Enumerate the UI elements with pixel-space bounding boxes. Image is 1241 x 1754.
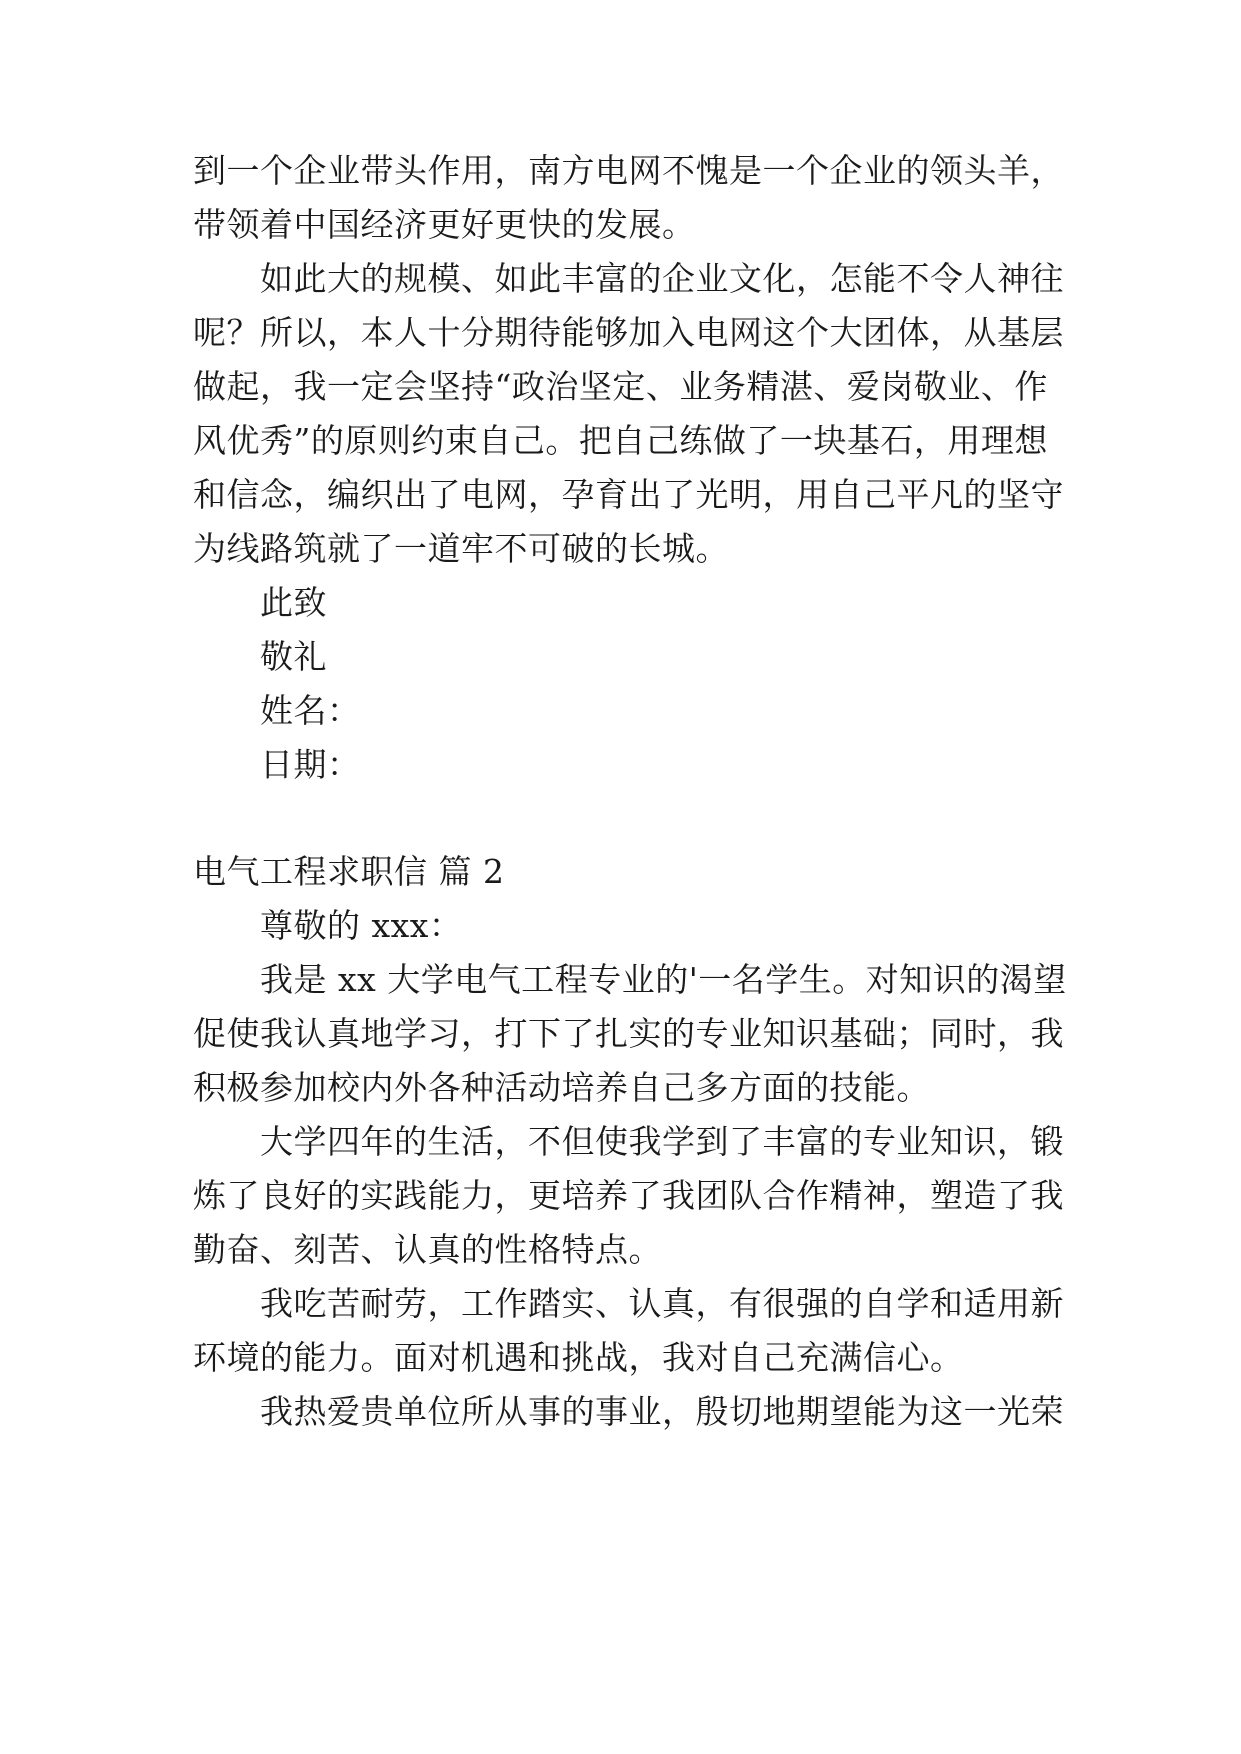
text-line: 我是 xx 大学电气工程专业的'一名学生。对知识的渴望 bbox=[260, 960, 1067, 999]
text-line: 和信念，编织出了电网，孕育出了光明，用自己平凡的坚守 bbox=[193, 475, 1064, 514]
text-line: 到一个企业带头作用，南方电网不愧是一个企业的领头羊， bbox=[193, 151, 1064, 190]
text-line: 我热爱贵单位所从事的事业，殷切地期望能为这一光荣 bbox=[260, 1392, 1064, 1431]
text-line: 促使我认真地学习，打下了扎实的专业知识基础；同时，我 bbox=[193, 1014, 1064, 1053]
section-heading: 电气工程求职信 篇 2 bbox=[193, 852, 505, 891]
text-line: 风优秀”的原则约束自己。把自己练做了一块基石，用理想 bbox=[193, 421, 1048, 460]
text-line: 炼了良好的实践能力，更培养了我团队合作精神，塑造了我 bbox=[193, 1176, 1064, 1215]
text-line: 大学四年的生活，不但使我学到了丰富的专业知识，锻 bbox=[260, 1122, 1064, 1161]
text-line: 为线路筑就了一道牢不可破的长城。 bbox=[193, 529, 729, 568]
text-line: 环境的能力。面对机遇和挑战，我对自己充满信心。 bbox=[193, 1338, 964, 1377]
text-line: 勤奋、刻苦、认真的性格特点。 bbox=[193, 1230, 662, 1269]
date-label: 日期： bbox=[260, 745, 361, 784]
name-label: 姓名： bbox=[260, 691, 361, 730]
closing-salutation: 此致 bbox=[260, 583, 327, 622]
text-line: 我吃苦耐劳，工作踏实、认真，有很强的自学和适用新 bbox=[260, 1284, 1064, 1323]
text-line: 呢？所以，本人十分期待能够加入电网这个大团体，从基层 bbox=[193, 313, 1064, 352]
closing-regards: 敬礼 bbox=[260, 637, 327, 676]
text-line: 如此大的规模、如此丰富的企业文化，怎能不令人神往 bbox=[260, 259, 1064, 298]
text-line: 带领着中国经济更好更快的发展。 bbox=[193, 205, 696, 244]
salutation: 尊敬的 xxx： bbox=[260, 906, 463, 945]
text-line: 做起，我一定会坚持“政治坚定、业务精湛、爱岗敬业、作 bbox=[193, 367, 1048, 406]
text-line: 积极参加校内外各种活动培养自己多方面的技能。 bbox=[193, 1068, 930, 1107]
